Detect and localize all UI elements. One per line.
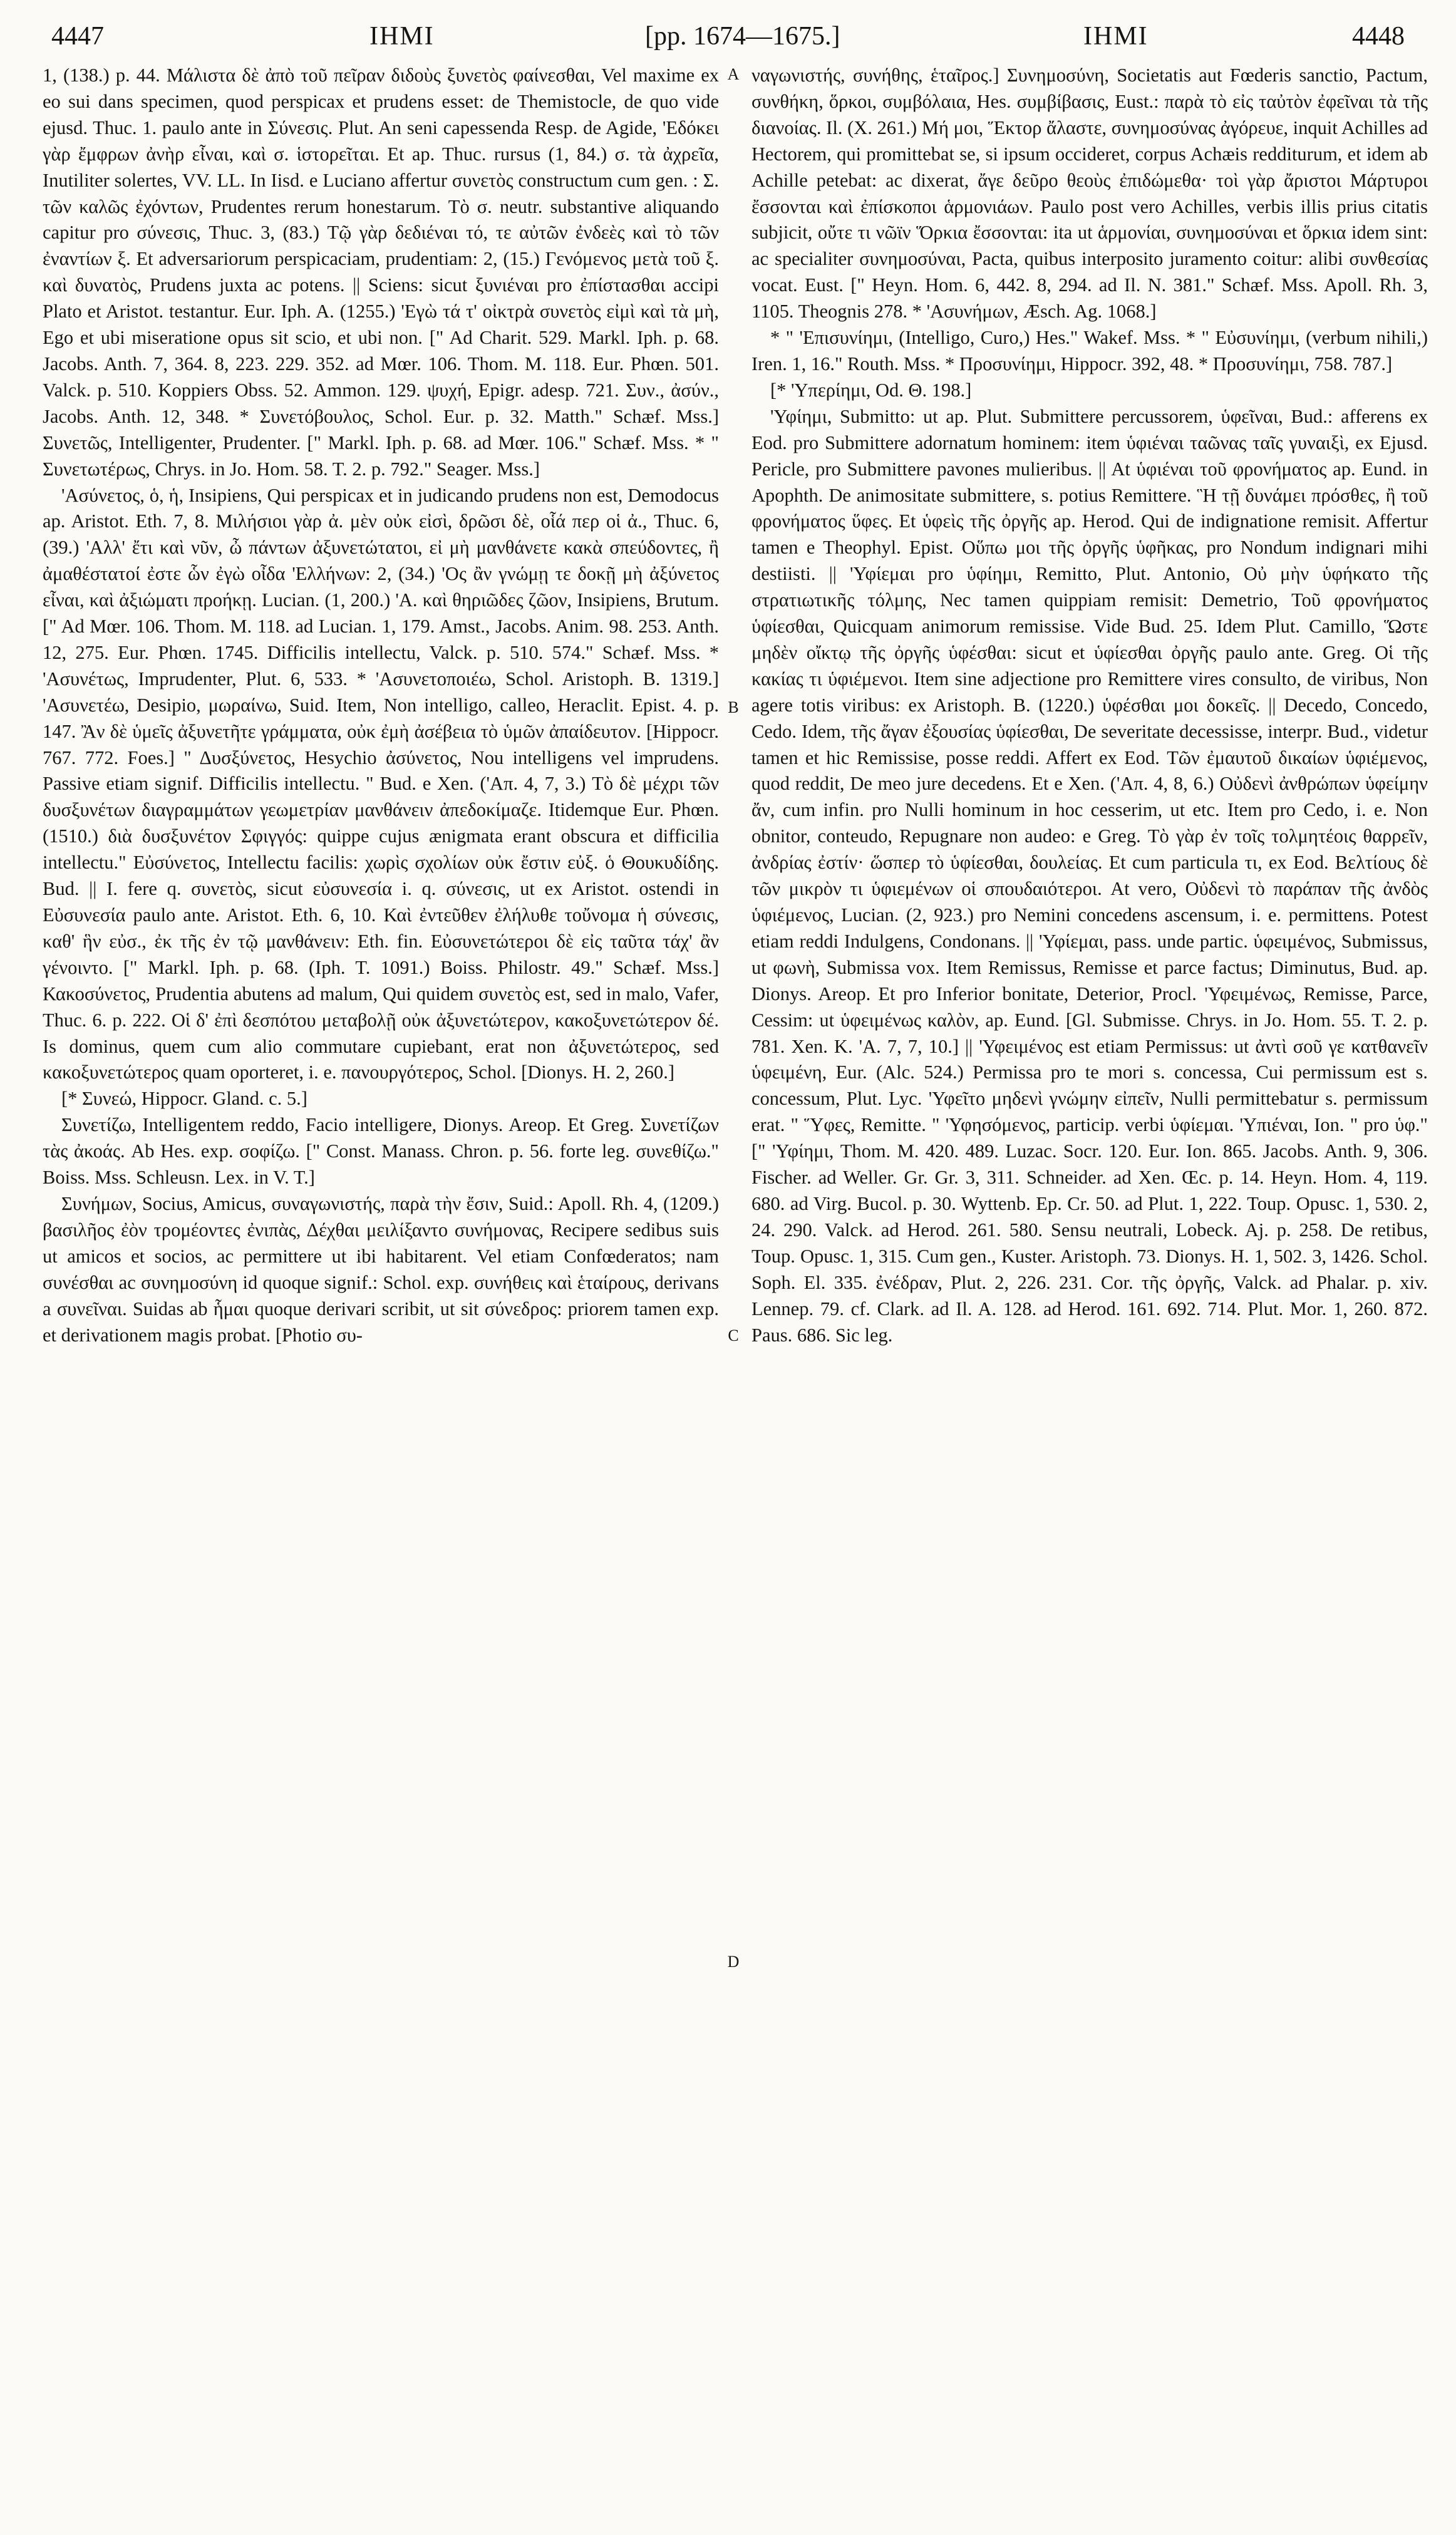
entry-hyphiemi: 'Υφίημι, Submitto: ut ap. Plut. Submittere percussorem, ὑφεῖναι, Bud.: afferens ex Eod. pro Submittere adornatum hominem: item ὑφιέναι ταῶνας ταῖς γυναιξὶ, ex Ejusd. Pericle, pro Submittere pavones mulieribus. || At ὑφιέναι τοῦ φρονήματος ap. Eund. in Apophth. De animositate submittere, s. potius Remittere. Ἣ τῇ δυνάμει πρόσθες, ἢ τοῦ φρονήματος ὕφες. Et ὑφεὶς τῆς ὀργῆς ap. Herod. Qui de indignatione remisit. Affertur tamen e Theophyl. Epist. Οὕπω μοι τῆς ὀργῆς ὑφῆκας, pro Nondum indignari mihi destiisti. || 'Υφίεμαι pro ὑφίημι, Remitto, Plut. Antonio, Οὐ μὴν ὑφήκατο τῆς στρατιωτικῆς τόλμης, Nec tamen quippiam remisit: Demetrio, Τοῦ φρονήματος ὑφίεσθαι, Quicquam animorum remissise. Vide Bud. 25. Idem Plut. Camillo, Ὥστε μηδὲν οἴκτῳ τῆς ὀργῆς ὑφέσθαι: sicut et ὑφίεσθαι ὀργῆς paulo ante. Greg. Οἱ τῆς κακίας τι ὑφιέμενοι. Item sine adjectione pro Remittere vires consulto, de viribus, Non agere totis viribus: ex Aristoph. B. (1220.) ὑφέσθαι μοι δοκεῖς. || Decedo, Concedo, Cedo. Idem, τῆς ἄγαν ἐξουσίας ὑφίεσθαι, De severitate decessisse, interpr. Bud., videtur tamen et hic Remissise, posse reddi. Affert ex Eod. Τῶν ἐμαυτοῦ δικαίων ὑφιέμενος, quod reddit, De meo jure decedens. Et e Xen. ('Απ. 4, 8, 6.) Οὐδενὶ ἀνθρώπων ὑφείμην ἄν, cum infin. pro Nulli hominum in hoc cesserim, ut etc. Item pro Cedo, i. e. Non obnitor, conteudo, Repugnare non audeo: e Greg. Τὸ γὰρ ἐν τοῖς τολμητέοις θαρρεῖν, ἀνδρίας ἐστίν· ὥσπερ τὸ ὑφίεσθαι, δουλείας. Et cum particula τι, ex Eod. Βελτίους δὲ τῶν μικρὸν τι ὑφιεμένων οἱ σπουδαιότεροι. At vero, Οὐδενὶ τὸ παράπαν τῆς ἀνδὸς ὑφιέμενος, Lucian. (2, 923.) pro Nemini concedens ascensum, i. e. permittens. Potest etiam reddi Indulgens, Condonans. || 'Υφίεμαι, pass. unde partic. ὑφειμένος, Submissus, ut φωνὴ, Submissa vox. Item Remissus, Remisse et parce factus; Diminutus, Bud. ap. Dionys. Areop. Et pro Inferior bonitate, Deterior, Procl. 'Υφειμένως, Remisse, Parce, Cessim: ut ὑφειμένως καλὸν, ap. Eund. [Gl. Submisse. Chrys. in Jo. Hom. 55. T. 2. p. 781. Xen. K. 'Α. 7, 7, 10.] || 'Υφειμένος est etiam Permissus: ut ἀντὶ σοῦ γε κατθανεῖν ὑφειμένη, Eur. (Alc. 524.) Permissa pro te mori s. concessa, Cui permissum est s. concessum, Plut. Lyc. 'Υφεῖτο μηδενὶ γνώμην εἰπεῖν, Nulli permittebatur s. permissum erat. " Ὕφες, Remitte. " 'Υφησόμενος, particip. verbi ὑφίεμαι. 'Υπιέναι, Ion. " pro ὑφ." [" 'Υφίημι, Thom. M. 420. 489. Luzac. Socr. 120. Eur. Ion. 865. Jacobs. Anth. 9, 306. Fischer. ad Weller. Gr. Gr. 3, 311. Schneider. ad Xen. Œc. p. 14. Heyn. Hom. 4, 119. 680. ad Virg. Bucol. p. 30. Wyttenb. Ep. Cr. 50. ad Plut. 1, 222. Toup. Opusc. 1, 530. 2, 24. 290. Valck. ad Herod. 261. 580. Sensu neutrali, Lobeck. Aj. p. 258. De retibus, Toup. Opusc. 1, 315. Cum gen., Kuster. Aristoph. 73. Dionys. H. 1, 502. 3, 1426. Schol. Soph. El. 335. ἐνέδραν, Plut. 2, 226. 231. Cor. τῆς ὀργῆς, Valck. ad Phalar. p. xiv. Lennep. 79. cf. Clark. ad Il. A. 128. ad Herod. 161. 692. 714. Plut. Mor. 1, 260. 872. Paus. 686. Sic leg.: [751, 405, 1428, 1346]
section-marker-a: A: [727, 65, 740, 83]
section-marker-c: C: [728, 1326, 739, 1345]
entry-synetizo: Συνετίζω, Intelligentem reddo, Facio intelligere, Dionys. Areop. Et Greg. Συνετίζων τὰς ἀκοάς. Ab Hes. exp. σοφίζω. [" Const. Manass. Chron. p. 56. forte leg. συνεθίζω." Boiss. Mss. Schleusn. Lex. in V. T.]: [43, 1114, 719, 1189]
page-number-right: 4448: [1352, 22, 1405, 51]
running-head-left: IHMI: [369, 22, 435, 51]
entry-synemon: Συνήμων, Socius, Amicus, συναγωνιστής, παρὰ τὴν ἔσιν, Suid.: Apoll. Rh. 4, (1209.) βασιλῆος ἐὸν τρομέοντες ἐνιπὰς, Δέχθαι μειλίξαντο συνήμονας, Recipere sedibus suis ut amicos et socios, ac permittere ut ibi habitarent. Vel etiam Confœderatos; nam συνέσθαι ac συνημοσύνη id quoque signif.: Schol. exp. συνήθεις καὶ ἑταίρους, derivans a συνεῖναι. Suidas ab ἧμαι quoque derivari scribit, ut sit σύνεδρος: priorem tamen exp. et derivationem magis probat. [Photio συ-: [43, 1192, 719, 1346]
running-head-right: IHMI: [1083, 22, 1149, 51]
left-column: [43, 63, 719, 2517]
section-marker-b: B: [728, 698, 739, 716]
right-column: [751, 63, 1428, 2517]
section-markers: [724, 63, 743, 2505]
entry-syneo: [* Συνεώ, Hippocr. Gland. c. 5.]: [61, 1088, 307, 1110]
entry-asynetos: 'Ασύνετος, ὁ, ἡ, Insipiens, Qui perspicax et in judicando prudens non est, Demodocus ap. Aristot. Eth. 7, 8. Μιλήσιοι γὰρ ἀ. μὲν οὐκ εἰσὶ, δρῶσι δὲ, οἷά περ οἱ ἀ., Thuc. 6, (39.) 'Αλλ' ἔτι καὶ νῦν, ὦ πάντων ἀξυνετώτατοι, εἰ μὴ μανθάνετε κακὰ σπεύδοντες, ἢ ἀμαθέστατοί ἐστε ὧν ἐγὼ οἶδα 'Ελλήνων: 2, (34.) 'Ος ἂν γνώμῃ τε δοκῇ μὴ ἀξύνετος εἶναι, καὶ ἀξιώματι προήκῃ. Lucian. (1, 200.) 'Α. καὶ θηριῶδες ζῶον, Insipiens, Brutum. [" Ad Mœr. 106. Thom. M. 118. ad Lucian. 1, 179. Amst., Jacobs. Anim. 98. 253. Anth. 12, 275. Eur. Phœn. 1745. Difficilis intellectu, Valck. p. 510. 574." Schæf. Mss. * 'Ασυνέτως, Imprudenter, Plut. 6, 533. * 'Ασυνετοποιέω, Schol. Aristoph. B. 1319.] 'Ασυνετέω, Desipio, μωραίνω, Suid. Item, Non intelligo, calleo, Heraclit. Epist. 4. p. 147. Ἂν δὲ ὑμεῖς ἀξυνετῆτε γράμματα, οὐκ ἐμὴ ἀσέβεια τὸ ὑμῶν ἀπαίδευτον. [Hippocr. 767. 772. Foes.] " Δυσξύνετος, Hesychio ἀσύνετος, Nou intelligens vel imprudens. Passive etiam signif. Difficilis intellectu. " Bud. e Xen. ('Απ. 4, 7, 3.) Τὸ δὲ μέχρι τῶν δυσξυνέτων διαγραμμάτων γεωμετρίαν μανθάνειν ἀπεδοκίμαζε. Itidemque Eur. Phœn. (1510.) διὰ δυσξυνέτον Σφιγγός: quippe cujus ænigmata erant obscura et difficilia intellectu." Εὐσύνετος, Intellectu facilis: χωρὶς σχολίων οὐκ ἔστιν εὐξ. ὁ Θουκυδίδης. Bud. || I. fere q. συνετὸς, sicut εὐσυνεσία i. q. σύνεσις, ut ex Aristot. ostendi in Εὐσυνεσία paulo ante. Aristot. Eth. 6, 10. Καὶ ἐντεῦθεν ἐλήλυθε τοὔνομα ἡ σύνεσις, καθ' ἣν εὐσ., ἐκ τῆς ἐν τῷ μανθάνειν: Eth. fin. Εὐσυνετώτεροι δὲ εἰς ταῦτα τάχ' ἂν γένοιντο. [" Markl. Iph. p. 68. (Iph. T. 1091.) Boiss. Philostr. 49." Schæf. Mss.] Κακοσύνετος, Prudentia abutens ad malum, Qui quidem συνετὸς est, sed in malo, Vafer, Thuc. 6. p. 222. Οἱ δ' ἐπὶ δεσπότου μεταβολῇ οὐκ ἀξυνετώτερον, κακοξυνετώτερον δέ. Is dominus, quem cum alio commutare cupiebant, erat non ἀξυνετώτερος, sed κακοξυνετώτερος quam oporteret, i. e. πανουργότερος, Schol. [Dionys. H. 2, 260.]: [43, 484, 719, 1083]
page-number-left: 4447: [51, 22, 104, 51]
page-range: [pp. 1674—1675.]: [645, 22, 840, 51]
entry-hyperiemi: [* 'Υπερίημι, Od. Θ. 198.]: [770, 379, 972, 401]
section-marker-d: D: [727, 1953, 740, 1971]
entry-syneto-continued: 1, (138.) p. 44. Μάλιστα δὲ ἀπὸ τοῦ πεῖραν διδοὺς ξυνετὸς φαίνεσθαι, Vel maxime ex eo sui dans specimen, quod perspicax et prudens esset: de Themistocle, de quo vide ejusd. Thuc. 1. paulo ante in Σύνεσις. Plut. An seni capessenda Resp. de Agide, 'Εδόκει γὰρ ἔμφρων ἀνὴρ εἶναι, καὶ σ. ἱστορεῖται. Et ap. Thuc. rursus (1, 84.) σ. τὰ ἀχρεῖα, Inutiliter solertes, VV. LL. In Iisd. e Luciano affertur συνετὸς constructum cum gen. : Σ. τῶν καλῶς ἐχόντων, Prudentes rerum honestarum. Τὸ σ. neutr. substantive aliquando capitur pro σύνεσις, Thuc. 3, (83.) Τῷ γὰρ δεδιέναι τό, τε αὐτῶν ἐνδεὲς καὶ τὸ τῶν ἐναντίων ξ. Et adversariorum perspicaciam, prudentiam: 2, (15.) Γενόμενος μετὰ τοῦ ξ. καὶ δυνατὸς, Prudens juxta ac potens. || Sciens: sicut ξυνιέναι pro ἐπίστασθαι accipi Plato et Aristot. testantur. Eur. Iph. A. (1255.) 'Εγὼ τά τ' οἰκτρὰ συνετὸς εἰμὶ καὶ τὰ μὴ, Ego et ubi miseratione opus sit scio, et ubi non. [" Ad Charit. 529. Markl. Iph. p. 68. Jacobs. Anth. 7, 364. 8, 223. 229. 352. ad Mœr. 106. Thom. M. 118. Eur. Phœn. 501. Valck. p. 510. Koppiers Obss. 52. Ammon. 129. ψυχή, Epigr. adesp. 721. Συν., ἀσύν., Jacobs. Anth. 12, 348. * Συνετόβουλος, Schol. Eur. p. 32. Matth." Schæf. Mss.] Συνετῶς, Intelligenter, Prudenter. [" Markl. Iph. p. 68. ad Mœr. 106." Schæf. Mss. * " Συνετωτέρως, Chrys. in Jo. Hom. 58. T. 2. p. 792." Seager. Mss.]: [43, 65, 719, 480]
entry-episyniemi: * " 'Επισυνίημι, (Intelligo, Curo,) Hes." Wakef. Mss. * " Εὐσυνίημι, (verbum nihili,) Iren. 1, 16." Routh. Mss. * Προσυνίημι, Hippocr. 392, 48. * Προσυνίημι, 758. 787.]: [751, 327, 1428, 374]
page-header: [44, 18, 1412, 55]
entry-synemosyne: ναγωνιστής, συνήθης, ἑταῖρος.] Συνημοσύνη, Societatis aut Fœderis sanctio, Pactum, συνθήκη, ὅρκοι, συμβόλαια, Hes. συμβίβασις, Eust.: παρὰ τὸ εἰς ταὐτὸν ἐφεῖναι τὰ τῆς διανοίας. Il. (X. 261.) Μή μοι, Ἕκτορ ἄλαστε, συνημοσύνας ἀγόρευε, inquit Achilles ad Hectorem, qui promittebat se, si ipsum occideret, corpus Achæis redditurum, et idem ab Achille petebat: ac dixerat, ἄγε δεῦρο θεοὺς ἐπιδώμεθα· τοὶ γὰρ ἄριστοι Μάρτυροι ἔσσονται καὶ ἐπίσκοποι ἁρμονιάων. Paulo post vero Achilles, verbis illis prius citatis subjicit, οὔτε τι νῶϊν Ὅρκια ἔσσονται: ita ut ἁρμονίαι, συνημοσύναι et ὅρκια idem sint: ac specialiter συνημοσύναι, Pacta, quibus interposito juramento coitur: alibi συνθεσίας vocat. Eust. [" Heyn. Hom. 6, 442. 8, 294. ad Il. N. 381." Schæf. Mss. Apoll. Rh. 3, 1105. Theognis 278. * 'Ασυνήμων, Æsch. Ag. 1068.]: [751, 65, 1428, 323]
